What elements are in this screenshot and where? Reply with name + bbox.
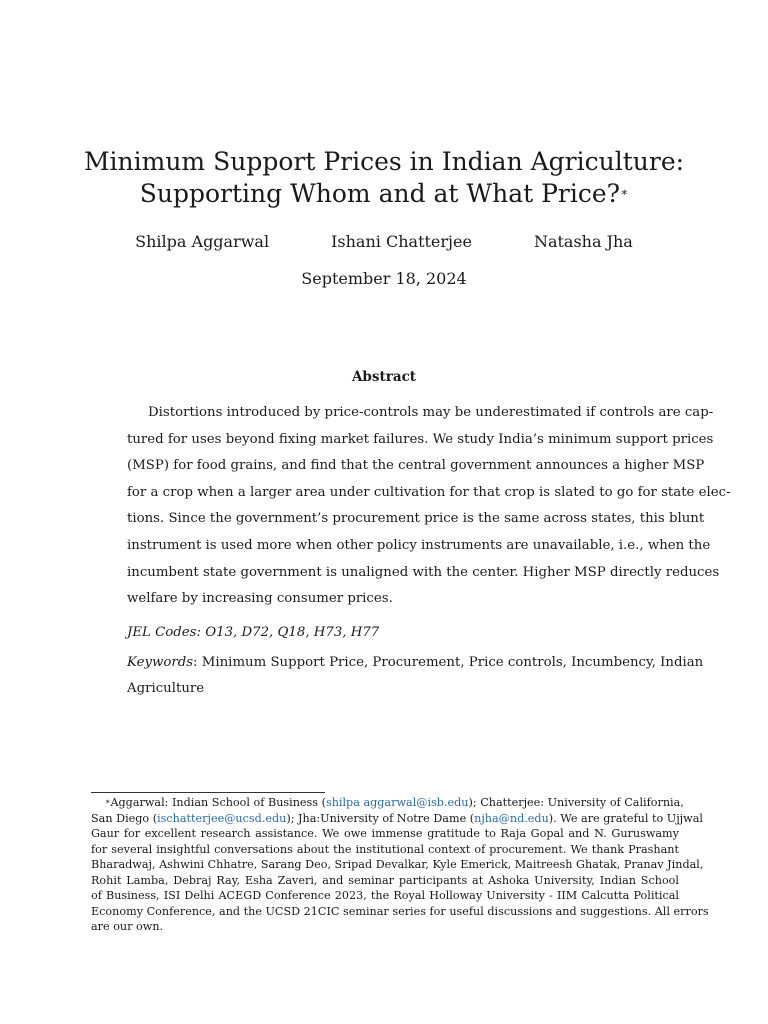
abstract-line: welfare by increasing consumer prices. — [127, 591, 393, 607]
abstract-line: tions. Since the government’s procurement price is the same across states, this blunt — [127, 511, 705, 527]
jel-label: JEL Codes: — [127, 625, 201, 640]
paper-title — [0, 146, 768, 210]
abstract-line: for a crop when a larger area under cultivation for that crop is slated to go for state elec- — [127, 484, 731, 500]
title-footnote-mark[interactable]: ∗ — [620, 185, 629, 199]
author-name: Natasha Jha — [533, 232, 633, 251]
footnote-text: Aggarwal: Indian School of Business ( — [110, 796, 326, 809]
footnote-line: for several insightful conversations about the institutional context of procurement. We thank Prashant — [91, 842, 679, 856]
author-name: Ishani Chatterjee — [331, 232, 472, 251]
footnote-line — [91, 811, 703, 827]
footnote-line: Gaur for excellent research assistance. We owe immense gratitude to Raja Gopal and N. Guruswamy — [91, 827, 679, 840]
abstract-line: tured for uses beyond fixing market failures. We study India’s minimum support prices — [127, 431, 714, 447]
footnote-mark: ∗ — [105, 797, 111, 806]
footnote-line: are our own. — [91, 920, 164, 933]
footnote-rule — [91, 792, 325, 793]
footnote-line: of Business, ISI Delhi ACEGD Conference 2023, the Royal Holloway University - IIM Calcutta Political — [91, 889, 679, 902]
footnote — [91, 795, 709, 935]
abstract-heading: Abstract — [351, 369, 417, 385]
footnote-line — [91, 795, 684, 811]
author-name: Shilpa Aggarwal — [135, 232, 270, 251]
email-link-jha[interactable]: njha@nd.edu — [474, 811, 549, 825]
jel-codes — [127, 623, 641, 643]
abstract-body — [127, 400, 731, 613]
keywords-label: Keywords — [127, 655, 194, 670]
abstract-line: instrument is used more when other policy instruments are unavailable, i.e., when the — [127, 537, 711, 553]
footnote-line: Bharadwaj, Ashwini Chhatre, Sarang Deo, Sripad Devalkar, Kyle Emerick, Maitreesh Ghatak, Pranav Jindal, — [91, 858, 704, 871]
keywords-line-2: Agriculture — [127, 681, 205, 696]
keywords-line-1 — [127, 650, 704, 676]
paper-date: September 18, 2024 — [301, 269, 467, 288]
keywords — [127, 650, 704, 702]
abstract-line: Distortions introduced by price-controls may be underestimated if controls are cap- — [148, 405, 714, 420]
email-link-chatterjee[interactable]: ischatterjee@ucsd.edu — [157, 811, 287, 825]
author-list — [0, 232, 768, 252]
footnote-line: Economy Conference, and the UCSD 21CIC seminar series for useful discussions and suggestions. All errors — [91, 904, 709, 918]
footnote-text: San Diego ( — [91, 811, 158, 825]
footnote-text: ); Jha:University of Notre Dame ( — [286, 811, 475, 825]
title-line-2-text: Supporting Whom and at What Price? — [139, 179, 621, 208]
footnote-text: ); Chatterjee: University of California, — [468, 796, 684, 809]
keywords-list: : Minimum Support Price, Procurement, Price controls, Incumbency, Indian — [193, 655, 704, 670]
footnote-line: Rohit Lamba, Debraj Ray, Esha Zaveri, and seminar participants at Ashoka University, Indian School — [91, 873, 679, 887]
footnote-text: ). We are grateful to Ujjwal — [548, 811, 703, 825]
abstract-line: incumbent state government is unaligned with the center. Higher MSP directly reduces — [127, 564, 720, 580]
abstract-line: (MSP) for food grains, and find that the central government announces a higher MSP — [127, 458, 705, 474]
title-line-1: Minimum Support Prices in Indian Agriculture: — [83, 147, 685, 176]
email-link-aggarwal[interactable]: shilpa aggarwal@isb.edu — [325, 796, 469, 809]
jel-value: O13, D72, Q18, H73, H77 — [205, 625, 380, 640]
title-line-2 — [0, 178, 768, 210]
